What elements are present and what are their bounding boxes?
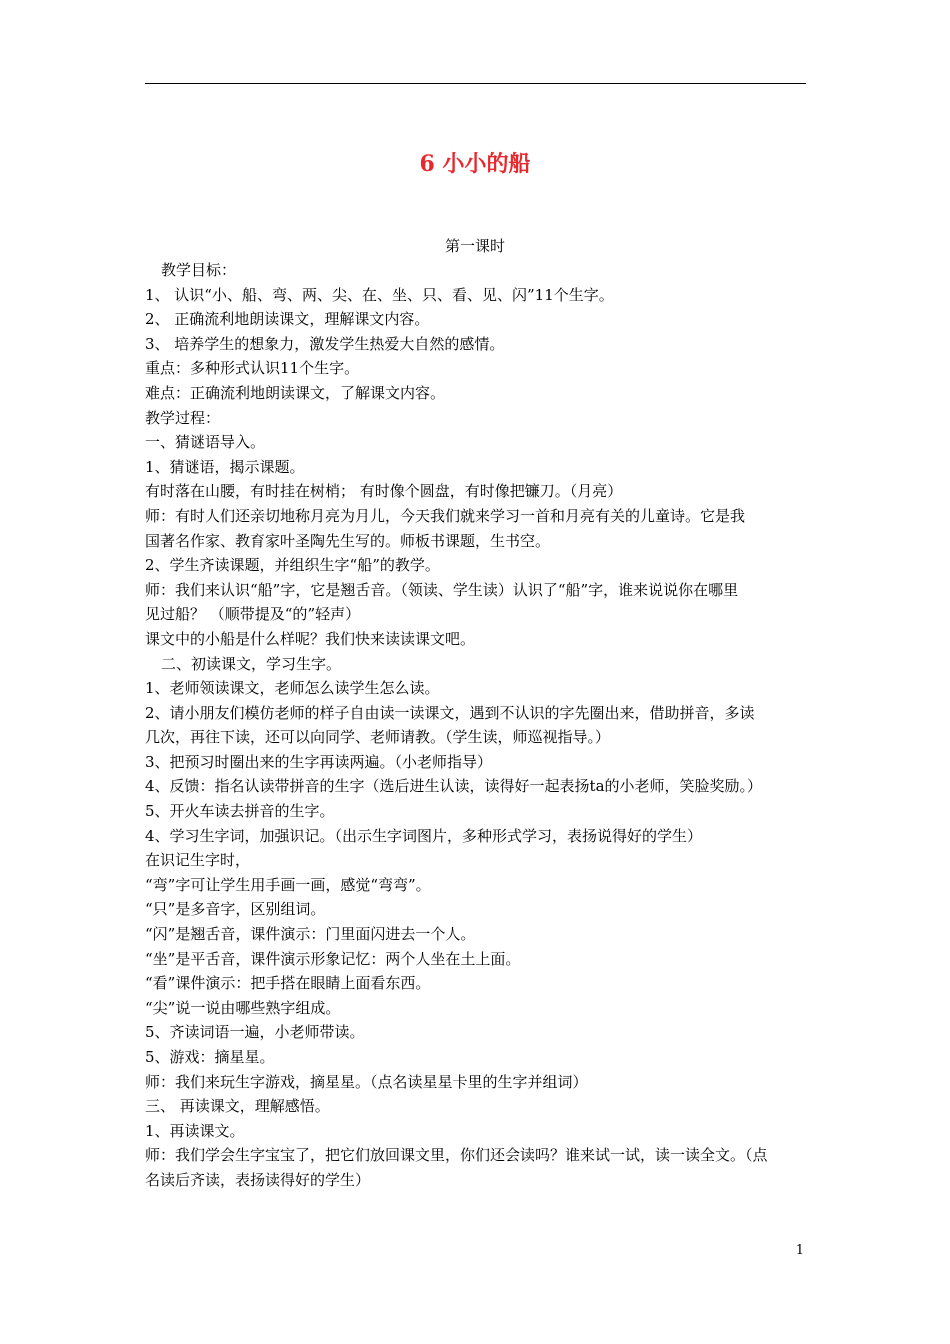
text-line: “坐”是平舌音，课件演示形象记忆：两个人坐在土上面。 [145,949,521,968]
text-line: 3、 培养学生的想象力，激发学生热爱大自然的感情。 [145,334,505,353]
text-line: “弯”字可让学生用手画一画，感觉“弯弯”。 [145,875,431,894]
text-line: 1、老师领读课文，老师怎么读学生怎么读。 [145,679,440,698]
text-line: 国著名作家、教育家叶圣陶先生写的。师板书课题，生书空。 [145,531,551,550]
text-line: 1、 认识“小、船、弯、两、尖、在、坐、只、看、见、闪”11个生字。 [145,285,614,304]
page-number: 1 [795,1243,804,1258]
text-line: 教学目标： [161,261,237,279]
text-line: 师：有时人们还亲切地称月亮为月儿，今天我们就来学习一首和月亮有关的儿童诗。它是我 [145,506,746,525]
text-line: “闪”是翘舌音，课件演示：门里面闪进去一个人。 [145,925,476,944]
text-line: 师：我们学会生字宝宝了，把它们放回课文里，你们还会读吗？谁来试一试，读一读全文。（点 [145,1146,768,1165]
text-line: 2、学生齐读课题，并组织生字“船”的教学。 [145,556,440,575]
text-line: 1、猜谜语，揭示课题。 [145,457,305,476]
text-line: 几次，再往下读，还可以向同学、老师请教。（学生读，师巡视指导。） [145,728,611,747]
text-line: 难点：正确流利地朗读课文，了解课文内容。 [145,383,446,402]
text-line: 重点：多种形式认识11个生字。 [145,359,360,378]
text-line: 在识记生字时， [145,851,251,870]
text-line: 教学过程： [145,408,221,427]
text-line: 4、反馈：指名认读带拼音的生字（选后进生认读，读得好一起表扬ta的小老师，笑脸奖励。） [145,777,763,796]
text-line: 5、游戏：摘星星。 [145,1048,275,1066]
text-line: 名读后齐读，表扬读得好的学生） [145,1170,371,1189]
header-rule [145,83,806,84]
text-line: 2、 正确流利地朗读课文，理解课文内容。 [145,310,430,329]
text-line: 5、开火车读去拼音的生字。 [145,802,335,821]
text-line: 3、把预习时圈出来的生字再读两遍。（小老师指导） [145,752,493,771]
text-line: 5、齐读词语一遍，小老师带读。 [145,1023,365,1042]
text-line: 2、请小朋友们模仿老师的样子自由读一读课文，遇到不认识的字先圈出来，借助拼音，多读 [145,703,755,722]
lesson-title: 6 小小的船 [419,151,531,177]
text-line: 二、初读课文，学习生字。 [161,654,342,673]
text-line: 师：我们来玩生字游戏，摘星星。（点名读星星卡里的生字并组词） [145,1072,588,1091]
text-line: “尖”说一说由哪些熟字组成。 [145,998,341,1017]
text-line: 见过船？ （顺带提及“的”轻声） [145,605,361,624]
text-line: “看”课件演示：把手搭在眼睛上面看东西。 [145,974,431,993]
text-line: 课文中的小船是什么样呢？我们快来读读课文吧。 [145,629,476,648]
lesson-subtitle: 第一课时 [444,237,505,255]
text-line: 师：我们来认识“船”字，它是翘舌音。（领读、学生读）认识了“船”字，谁来说说你在哪里 [145,580,739,599]
text-line: “只”是多音字，区别组词。 [145,900,326,919]
lesson-body [145,258,810,1193]
text-line: 有时落在山腰，有时挂在树梢； 有时像个圆盘，有时像把镰刀。（月亮） [145,482,623,501]
text-line: 一、猜谜语导入。 [145,433,266,452]
text-line: 4、学习生字词，加强识记。（出示生字词图片，多种形式学习，表扬说得好的学生） [145,826,703,845]
text-line: 三、 再读课文，理解感悟。 [145,1097,330,1116]
text-line: 1、再读课文。 [145,1121,245,1140]
